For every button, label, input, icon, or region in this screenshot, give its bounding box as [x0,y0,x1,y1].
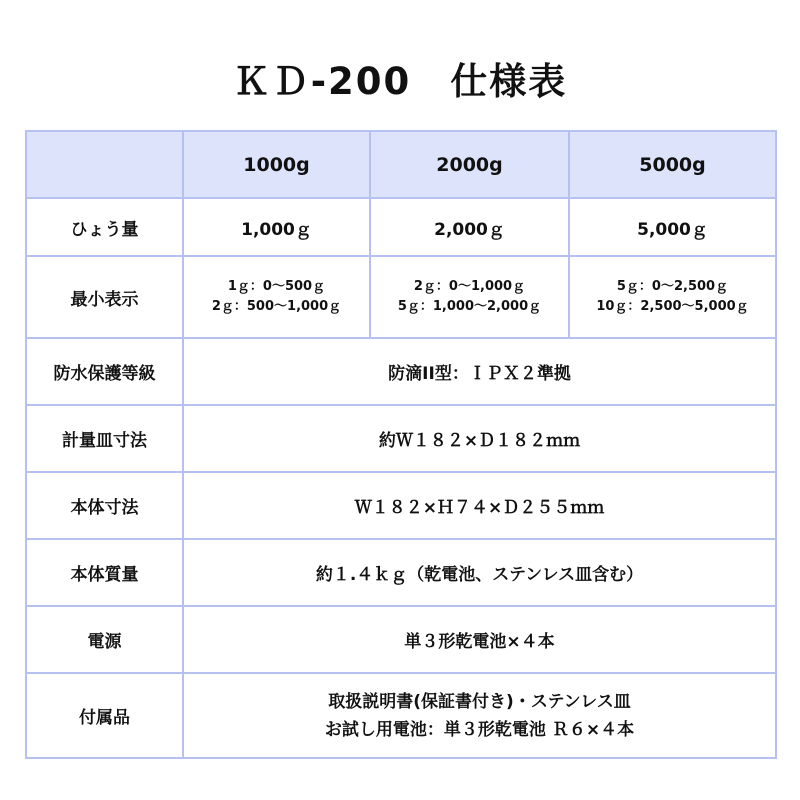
pan-size-label: 計量皿寸法 [26,405,183,472]
body-size-label: 本体寸法 [26,472,183,539]
min-display-2000g-line1: 2ｇ：0～1,000ｇ [413,279,526,294]
accessories-line1: 取扱説明書(保証書付き)・ステンレス皿 [328,691,631,712]
table-row-body-weight [26,539,776,606]
capacity-2000g: 2,000ｇ [370,198,569,256]
page-title: ＫＤ-200 仕様表 [232,60,568,103]
spec-table [25,130,777,759]
table-row-capacity [26,198,776,256]
table-row-power [26,606,776,673]
table-row-accessories [26,673,776,758]
min-display-1000g [183,256,370,338]
power-label: 電源 [26,606,183,673]
capacity-label: ひょう量 [26,198,183,256]
pan-size-value: 約Ｗ１８２×Ｄ１８２ｍｍ [183,405,776,472]
table-row-body-size [26,472,776,539]
min-display-2000g [370,256,569,338]
waterproof-label: 防水保護等級 [26,338,183,405]
min-display-2000g-line2: 5ｇ：1,000～2,000ｇ [397,299,542,314]
header-1000g: 1000g [183,131,370,198]
table-row-pan-size [26,405,776,472]
accessories-label: 付属品 [26,673,183,758]
waterproof-value: 防滴II型：ＩＰＸ２準拠 [183,338,776,405]
min-display-1000g-line2: 2ｇ：500～1,000ｇ [211,299,342,314]
table-row-min-display [26,256,776,338]
min-display-5000g-line2: 10ｇ：2,500～5,000ｇ [596,299,749,314]
capacity-1000g: 1,000ｇ [183,198,370,256]
header-5000g: 5000g [569,131,776,198]
header-empty-cell [26,131,183,198]
body-weight-label: 本体質量 [26,539,183,606]
power-value: 単３形乾電池×４本 [183,606,776,673]
table-row-waterproof [26,338,776,405]
min-display-1000g-line1: 1ｇ：0～500ｇ [227,279,326,294]
header-2000g: 2000g [370,131,569,198]
min-display-5000g-line1: 5ｇ：0～2,500ｇ [616,279,729,294]
body-weight-value: 約１.４ｋｇ（乾電池、ステンレス皿含む） [183,539,776,606]
min-display-label: 最小表示 [26,256,183,338]
capacity-5000g: 5,000ｇ [569,198,776,256]
body-size-value: Ｗ１８２×Ｈ７４×Ｄ２５５ｍｍ [183,472,776,539]
accessories-line2: お試し用電池：単３形乾電池 Ｒ６×４本 [324,719,635,740]
accessories-value [183,673,776,758]
min-display-5000g [569,256,776,338]
table-header-row [26,131,776,198]
